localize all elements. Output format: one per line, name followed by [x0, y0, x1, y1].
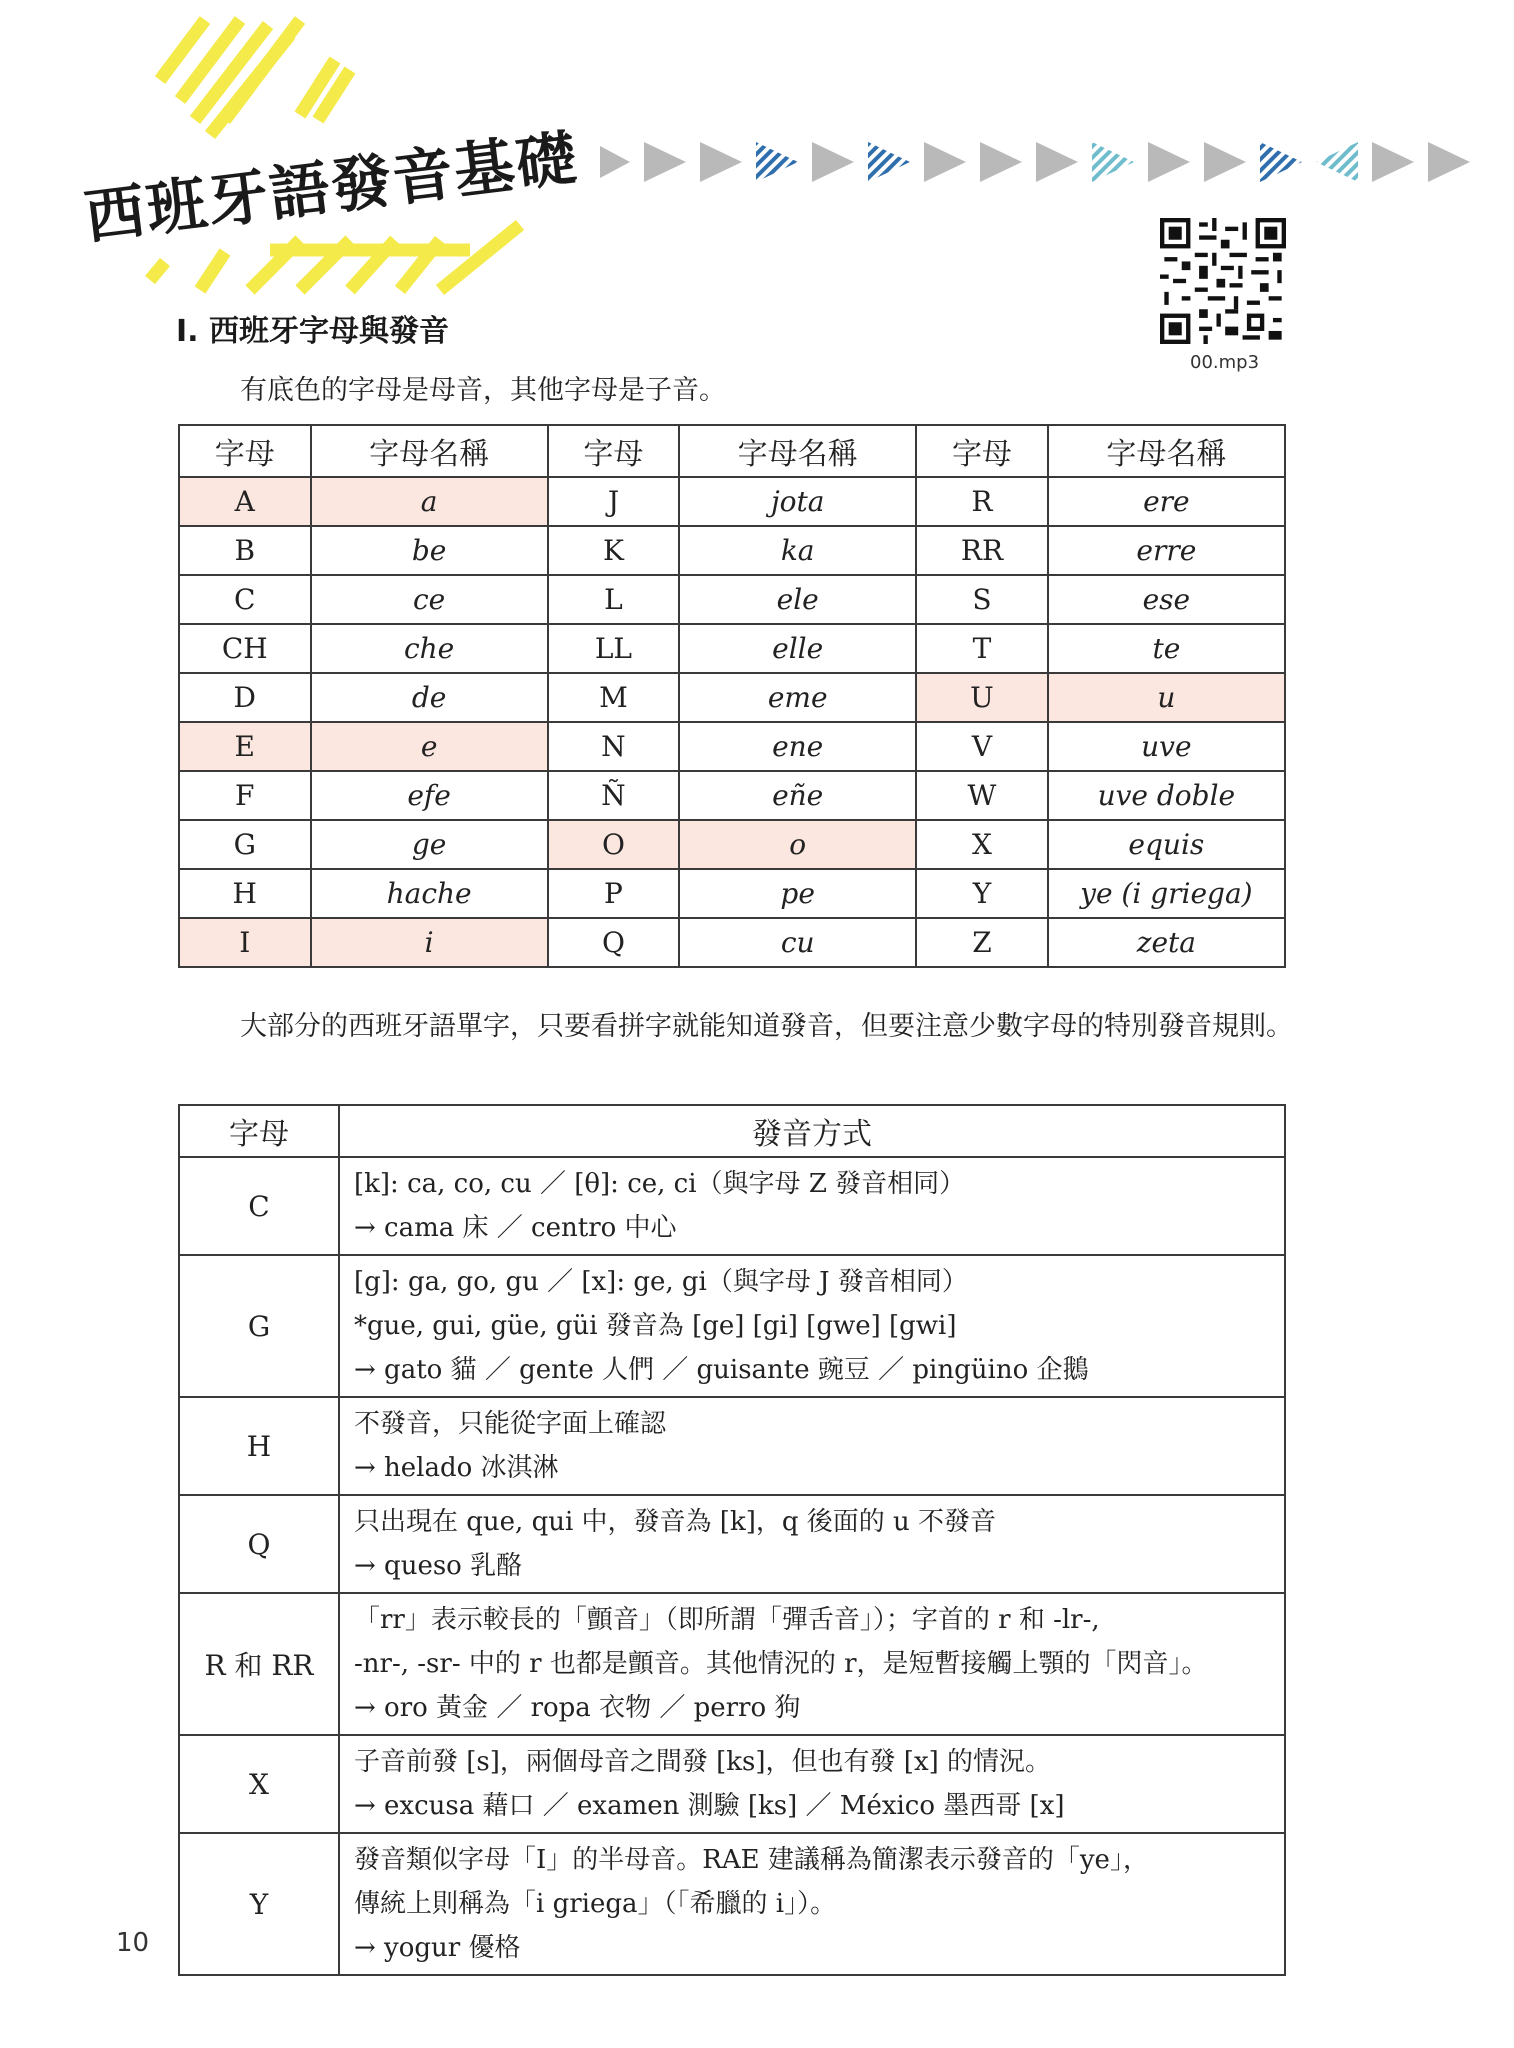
letter-name-cell: zeta — [1048, 918, 1285, 967]
alphabet-table — [178, 424, 1286, 968]
letter-cell: Y — [916, 869, 1048, 918]
letter-name-cell: che — [311, 624, 548, 673]
section-heading: I. 西班牙字母與發音 — [176, 314, 450, 349]
rule-line: → queso 乳酪 — [354, 1551, 523, 1581]
rule-line: → helado 冰淇淋 — [354, 1453, 559, 1483]
letter-name-cell: erre — [1048, 526, 1285, 575]
letter-name-cell: eñe — [679, 771, 916, 820]
letter-name-cell: efe — [311, 771, 548, 820]
letter-name-cell: ye (i griega) — [1048, 869, 1285, 918]
letter-cell: Z — [916, 918, 1048, 967]
rule-letter-cell: H — [179, 1397, 339, 1495]
rule-line: *gue, gui, güe, güi 發音為 [ge] [gi] [gwe] [gwi] — [354, 1311, 957, 1341]
column-header: 字母 — [548, 425, 679, 477]
letter-cell: R — [916, 477, 1048, 526]
letter-cell: J — [548, 477, 679, 526]
rule-row — [179, 1397, 1285, 1495]
column-header: 字母名稱 — [679, 425, 916, 477]
alphabet-row — [179, 624, 1285, 673]
letter-cell: Ñ — [548, 771, 679, 820]
letter-name-cell: e — [311, 722, 548, 771]
rule-letter-cell: Y — [179, 1833, 339, 1975]
letter-name-cell: ge — [311, 820, 548, 869]
intro-text: 有底色的字母是母音，其他字母是子音。 — [240, 375, 726, 406]
rule-line: → oro 黃金 ／ ropa 衣物 ／ perro 狗 — [354, 1693, 801, 1723]
column-header: 字母 — [179, 425, 311, 477]
letter-name-cell: ene — [679, 722, 916, 771]
column-header: 字母 — [179, 1105, 339, 1157]
letter-cell: LL — [548, 624, 679, 673]
rule-row — [179, 1495, 1285, 1593]
letter-name-cell: uve doble — [1048, 771, 1285, 820]
rules-table-header-row — [179, 1105, 1285, 1157]
letter-cell: Q — [548, 918, 679, 967]
alphabet-row — [179, 477, 1285, 526]
rule-line: → yogur 優格 — [354, 1933, 521, 1963]
letter-cell: CH — [179, 624, 311, 673]
column-header: 字母名稱 — [1048, 425, 1285, 477]
letter-cell: A — [179, 477, 311, 526]
chapter-title: 西班牙語發音基礎 — [81, 123, 582, 254]
letter-name-cell: i — [311, 918, 548, 967]
letter-name-cell: cu — [679, 918, 916, 967]
qr-audio-label: 00.mp3 — [1190, 352, 1260, 373]
rule-description-cell — [339, 1593, 1285, 1735]
rule-row — [179, 1593, 1285, 1735]
alphabet-row — [179, 918, 1285, 967]
letter-name-cell: ere — [1048, 477, 1285, 526]
alphabet-row — [179, 771, 1285, 820]
alphabet-row — [179, 526, 1285, 575]
rule-description-cell — [339, 1735, 1285, 1833]
letter-cell: B — [179, 526, 311, 575]
letter-name-cell: de — [311, 673, 548, 722]
letter-cell: X — [916, 820, 1048, 869]
rule-row — [179, 1255, 1285, 1397]
pronunciation-rules-table — [178, 1104, 1286, 1976]
letter-cell: T — [916, 624, 1048, 673]
letter-name-cell: jota — [679, 477, 916, 526]
letter-name-cell: ele — [679, 575, 916, 624]
rule-line: → cama 床 ／ centro 中心 — [354, 1213, 677, 1243]
letter-cell: F — [179, 771, 311, 820]
letter-cell: P — [548, 869, 679, 918]
letter-name-cell: o — [679, 820, 916, 869]
letter-cell: V — [916, 722, 1048, 771]
rule-line: -nr-, -sr- 中的 r 也都是顫音。其他情況的 r，是短暫接觸上顎的「閃音」。 — [354, 1649, 1208, 1679]
rule-description-cell — [339, 1833, 1285, 1975]
letter-cell: U — [916, 673, 1048, 722]
alphabet-row — [179, 673, 1285, 722]
letter-cell: L — [548, 575, 679, 624]
rule-letter-cell: G — [179, 1255, 339, 1397]
letter-cell: S — [916, 575, 1048, 624]
rule-row — [179, 1735, 1285, 1833]
rule-letter-cell: R 和 RR — [179, 1593, 339, 1735]
letter-cell: K — [548, 526, 679, 575]
rule-line: 傳統上則稱為「i griega」（「希臘的 i」）。 — [354, 1889, 837, 1919]
letter-cell: N — [548, 722, 679, 771]
page-number: 10 — [116, 1928, 150, 1958]
letter-name-cell: ce — [311, 575, 548, 624]
rule-line: 「rr」表示較長的「顫音」（即所謂「彈舌音」）；字首的 r 和 -lr-, — [354, 1605, 1100, 1635]
alphabet-table-header-row — [179, 425, 1285, 477]
letter-cell: I — [179, 918, 311, 967]
letter-cell: C — [179, 575, 311, 624]
rule-row — [179, 1833, 1285, 1975]
letter-name-cell: ese — [1048, 575, 1285, 624]
rule-letter-cell: C — [179, 1157, 339, 1255]
letter-name-cell: te — [1048, 624, 1285, 673]
rule-line: → gato 貓 ／ gente 人們 ／ guisante 豌豆 ／ pingüino 企鵝 — [354, 1355, 1089, 1385]
rule-letter-cell: X — [179, 1735, 339, 1833]
letter-cell: H — [179, 869, 311, 918]
letter-cell: E — [179, 722, 311, 771]
rule-line: [g]: ga, go, gu ／ [x]: ge, gi（與字母 J 發音相同） — [354, 1267, 968, 1297]
letter-name-cell: ka — [679, 526, 916, 575]
rule-line: 子音前發 [s]，兩個母音之間發 [ks]，但也有發 [x] 的情況。 — [354, 1747, 1052, 1777]
letter-cell: M — [548, 673, 679, 722]
letter-cell: D — [179, 673, 311, 722]
letter-name-cell: elle — [679, 624, 916, 673]
letter-name-cell: hache — [311, 869, 548, 918]
rule-description-cell — [339, 1397, 1285, 1495]
alphabet-row — [179, 575, 1285, 624]
column-header: 字母名稱 — [311, 425, 548, 477]
rule-line: 不發音，只能從字面上確認 — [354, 1409, 667, 1439]
letter-name-cell: uve — [1048, 722, 1285, 771]
letter-cell: O — [548, 820, 679, 869]
rule-description-cell — [339, 1157, 1285, 1255]
rule-description-cell — [339, 1255, 1285, 1397]
alphabet-row — [179, 722, 1285, 771]
rule-line: → excusa 藉口 ／ examen 測驗 [ks] ／ México 墨西哥 [x] — [354, 1791, 1065, 1821]
rule-row — [179, 1157, 1285, 1255]
column-header: 發音方式 — [339, 1105, 1285, 1157]
qr-code[interactable] — [1160, 218, 1286, 344]
rule-line: 只出現在 que, qui 中，發音為 [k]，q 後面的 u 不發音 — [354, 1507, 997, 1537]
rule-line: [k]: ca, co, cu ／ [θ]: ce, ci（與字母 Z 發音相同） — [354, 1169, 966, 1199]
decorative-arrow-row — [600, 138, 1510, 190]
letter-name-cell: be — [311, 526, 548, 575]
alphabet-row — [179, 820, 1285, 869]
letter-cell: G — [179, 820, 311, 869]
letter-name-cell: u — [1048, 673, 1285, 722]
rule-description-cell — [339, 1495, 1285, 1593]
letter-name-cell: equis — [1048, 820, 1285, 869]
letter-cell: W — [916, 771, 1048, 820]
rule-line: 發音類似字母「I」的半母音。RAE 建議稱為簡潔表示發音的「ye」， — [354, 1845, 1149, 1875]
letter-cell: RR — [916, 526, 1048, 575]
letter-name-cell: pe — [679, 869, 916, 918]
column-header: 字母 — [916, 425, 1048, 477]
pronunciation-note: 大部分的西班牙語單字，只要看拼字就能知道發音，但要注意少數字母的特別發音規則。 — [240, 1011, 1293, 1042]
letter-name-cell: eme — [679, 673, 916, 722]
rule-letter-cell: Q — [179, 1495, 339, 1593]
letter-name-cell: a — [311, 477, 548, 526]
alphabet-row — [179, 869, 1285, 918]
